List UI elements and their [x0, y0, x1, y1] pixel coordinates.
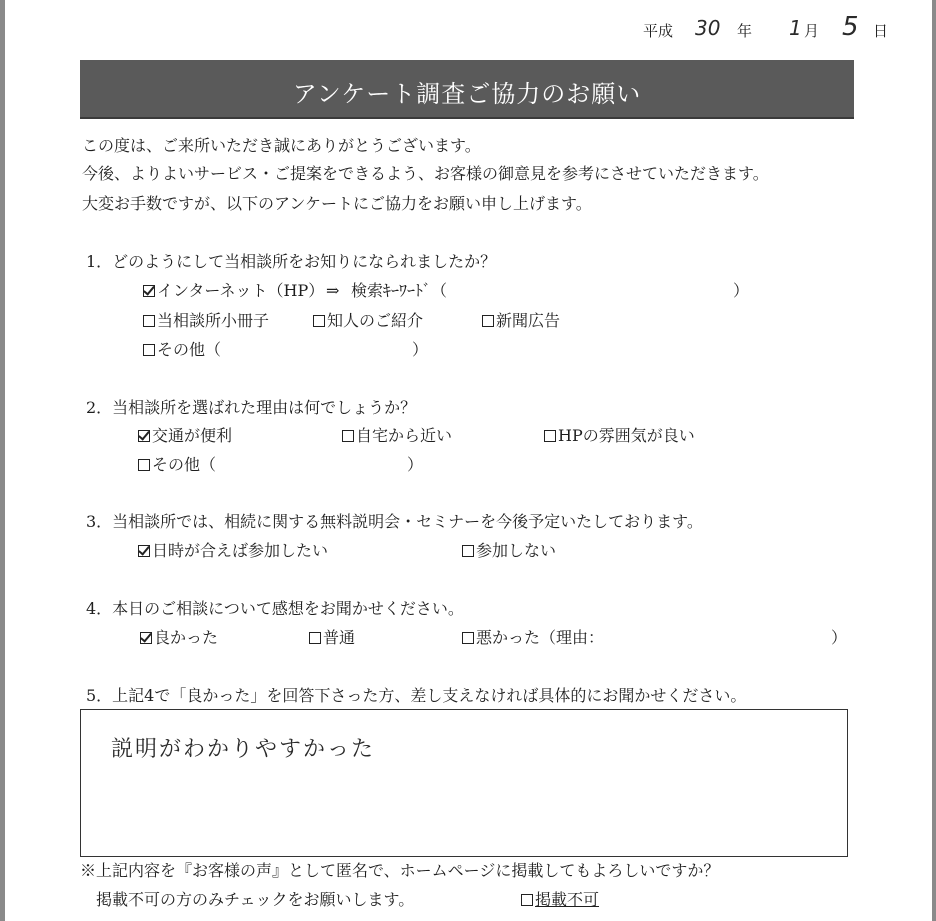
q4-option-bad-label: 悪かった（理由：: [476, 628, 605, 647]
q1-option-newspaper[interactable]: [482, 311, 560, 331]
q4-option-good[interactable]: [140, 628, 218, 648]
q1-keyword-label: 検索ｷｰﾜｰﾄﾞ（: [351, 281, 448, 300]
q3-option-no[interactable]: [462, 541, 556, 561]
date-era: 平成: [643, 22, 674, 40]
q5-answer-box[interactable]: [80, 709, 848, 857]
checkbox-icon[interactable]: [544, 430, 556, 442]
q1-question: 1．どのようにして当相談所をお知りになられましたか？: [86, 252, 497, 271]
q1-option-internet[interactable]: [143, 281, 324, 301]
q4-question: 4．本日のご相談について感想をお聞かせください。: [86, 599, 464, 618]
checkbox-icon[interactable]: [313, 315, 325, 327]
publish-instruction: 掲載不可の方のみチェックをお願いします。: [96, 890, 415, 909]
q2-option-transport[interactable]: [138, 426, 232, 446]
q2-option-transport-label: 交通が便利: [152, 426, 233, 445]
q2-option-near-home[interactable]: [342, 426, 452, 446]
scan-left-edge: [0, 0, 5, 921]
q3-option-no-label: 参加しない: [476, 541, 557, 560]
checkbox-icon[interactable]: [143, 344, 155, 356]
q2-other-close: ）: [407, 455, 424, 474]
title-banner: [80, 60, 854, 119]
date-year: 30: [695, 16, 721, 40]
checkbox-icon[interactable]: [521, 894, 533, 906]
checkbox-checked-icon[interactable]: [143, 285, 155, 297]
no-publish-option[interactable]: [521, 890, 599, 910]
date-month-unit: 月: [804, 22, 820, 40]
checkbox-icon[interactable]: [138, 459, 150, 471]
checkbox-icon[interactable]: [482, 315, 494, 327]
scan-right-edge: [932, 0, 936, 921]
q1-option-internet-label: インターネット（HP）: [157, 281, 325, 300]
date-day: 5: [842, 12, 859, 42]
page-title: アンケート調査ご協力のお願い: [292, 80, 642, 108]
publish-note: ※上記内容を『お客様の声』として匿名で、ホームページに掲載してもよろしいですか？: [80, 861, 720, 880]
q3-question: 3．当相談所では、相続に関する無料説明会・セミナーを今後予定いたしております。: [86, 512, 703, 531]
q1-keyword-close: ）: [733, 281, 750, 300]
no-publish-label: 掲載不可: [535, 890, 600, 909]
q1-option-referral[interactable]: [313, 311, 423, 331]
q4-option-normal[interactable]: [309, 628, 355, 648]
date-day-unit: 日: [873, 22, 889, 40]
q2-option-hp[interactable]: [544, 426, 695, 446]
checkbox-icon[interactable]: [143, 315, 155, 327]
intro-line-2: 今後、よりよいサービス・ご提案をできるよう、お客様の御意見を参考にさせていただきます。: [82, 164, 769, 183]
q3-option-join-label: 日時が合えば参加したい: [152, 541, 329, 560]
q1-option-other-label: その他（: [157, 340, 222, 359]
intro-line-1: この度は、ご来所いただき誠にありがとうございます。: [82, 136, 481, 155]
checkbox-checked-icon[interactable]: [138, 545, 150, 557]
checkbox-checked-icon[interactable]: [140, 632, 152, 644]
date-month: 1: [789, 16, 802, 40]
q5-question: 5．上記4で「良かった」を回答下さった方、差し支えなければ具体的にお聞かせください。: [86, 686, 747, 705]
q1-option-newspaper-label: 新聞広告: [496, 311, 561, 330]
q1-option-booklet-label: 当相談所小冊子: [157, 311, 270, 330]
q1-other-close: ）: [412, 340, 429, 359]
checkbox-icon[interactable]: [309, 632, 321, 644]
q2-question: 2．当相談所を選ばれた理由は何でしょうか？: [86, 398, 417, 417]
q4-option-normal-label: 普通: [323, 628, 356, 647]
q5-handwritten-answer: 説明がわかりやすかった: [111, 737, 376, 762]
q2-option-other[interactable]: [138, 455, 216, 475]
checkbox-icon[interactable]: [462, 632, 474, 644]
checkbox-icon[interactable]: [462, 545, 474, 557]
checkbox-checked-icon[interactable]: [138, 430, 150, 442]
q2-option-other-label: その他（: [152, 455, 217, 474]
q2-option-hp-label: HPの雰囲気が良い: [558, 426, 695, 445]
intro-line-3: 大変お手数ですが、以下のアンケートにご協力をお願い申し上げます。: [82, 194, 592, 213]
date-year-unit: 年: [737, 22, 753, 40]
checkbox-icon[interactable]: [342, 430, 354, 442]
q4-option-good-label: 良かった: [154, 628, 219, 647]
q1-arrow: ⇒: [326, 281, 340, 300]
q1-option-other[interactable]: [143, 340, 221, 360]
q3-option-join[interactable]: [138, 541, 328, 561]
q2-option-near-home-label: 自宅から近い: [356, 426, 453, 445]
q4-bad-close: ）: [831, 628, 848, 647]
q1-option-referral-label: 知人のご紹介: [327, 311, 424, 330]
q1-option-booklet[interactable]: [143, 311, 269, 331]
q4-option-bad[interactable]: [462, 628, 604, 648]
